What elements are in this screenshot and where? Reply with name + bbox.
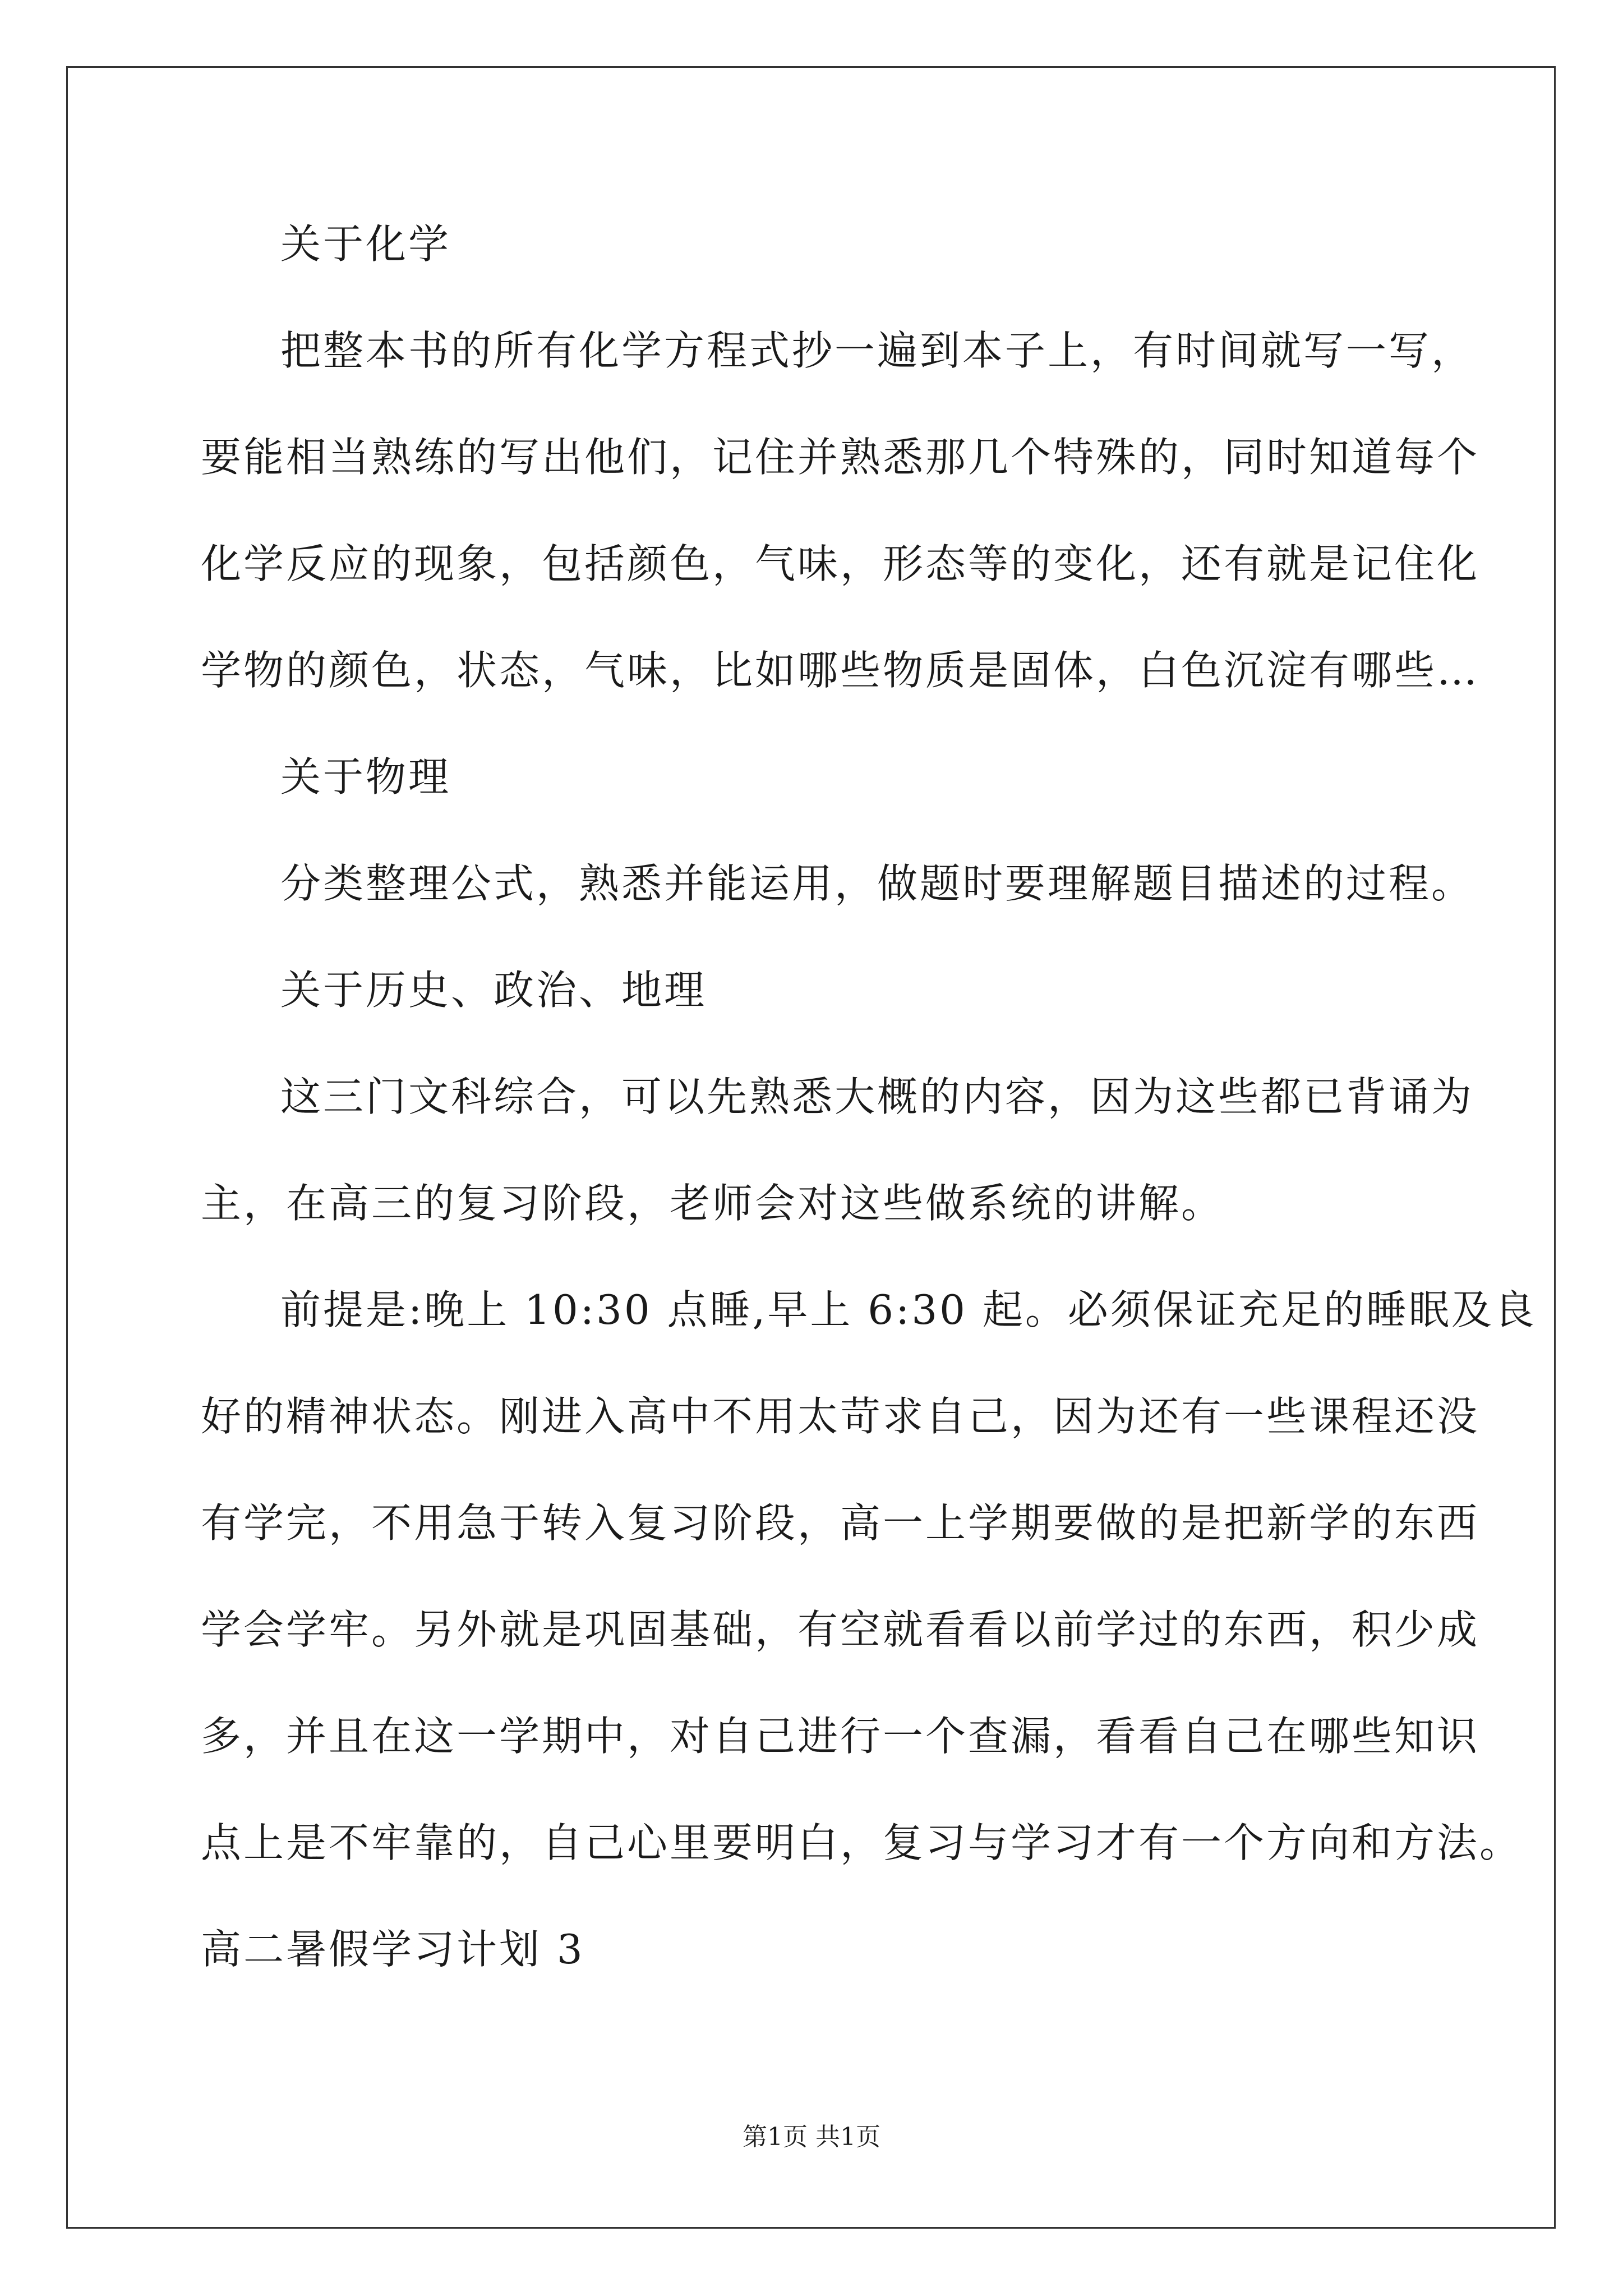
paragraph-line: 点上是不牢靠的，自己心里要明白，复习与学习才有一个方向和方法。 xyxy=(201,1819,1523,1866)
paragraph-line: 这三门文科综合，可以先熟悉大概的内容，因为这些都已背诵为 xyxy=(280,1073,1474,1120)
page-border xyxy=(66,66,1556,2229)
paragraph-line: 学会学牢。另外就是巩固基础，有空就看看以前学过的东西，积少成 xyxy=(201,1606,1480,1653)
paragraph-line: 有学完，不用急于转入复习阶段，高一上学期要做的是把新学的东西 xyxy=(201,1499,1480,1547)
paragraph-line: 学物的颜色，状态，气味，比如哪些物质是固体，白色沉淀有哪些… xyxy=(201,647,1480,694)
paragraph-line: 主，在高三的复习阶段，老师会对这些做系统的讲解。 xyxy=(201,1180,1224,1227)
paragraph-line: 化学反应的现象，包括颜色，气味，形态等的变化，还有就是记住化 xyxy=(201,540,1480,587)
heading-chemistry: 关于化学 xyxy=(280,220,451,268)
paragraph-line: 分类整理公式，熟悉并能运用，做题时要理解题目描述的过程。 xyxy=(280,860,1474,907)
paragraph-line: 多，并且在这一学期中，对自己进行一个查漏，看看自己在哪些知识 xyxy=(201,1713,1480,1760)
page-number-footer: 第1页 共1页 xyxy=(743,2123,880,2151)
paragraph-line: 前提是:晚上 10:30 点睡,早上 6:30 起。必须保证充足的睡眠及良 xyxy=(280,1286,1537,1333)
heading-humanities: 关于历史、政治、地理 xyxy=(280,967,707,1014)
section-title: 高二暑假学习计划 3 xyxy=(201,1926,585,1973)
heading-physics: 关于物理 xyxy=(280,753,451,800)
paragraph-line: 要能相当熟练的写出他们，记住并熟悉那几个特殊的，同时知道每个 xyxy=(201,434,1480,481)
paragraph-line: 好的精神状态。刚进入高中不用太苛求自己，因为还有一些课程还没 xyxy=(201,1393,1480,1440)
paragraph-line: 把整本书的所有化学方程式抄一遍到本子上，有时间就写一写， xyxy=(280,327,1474,374)
